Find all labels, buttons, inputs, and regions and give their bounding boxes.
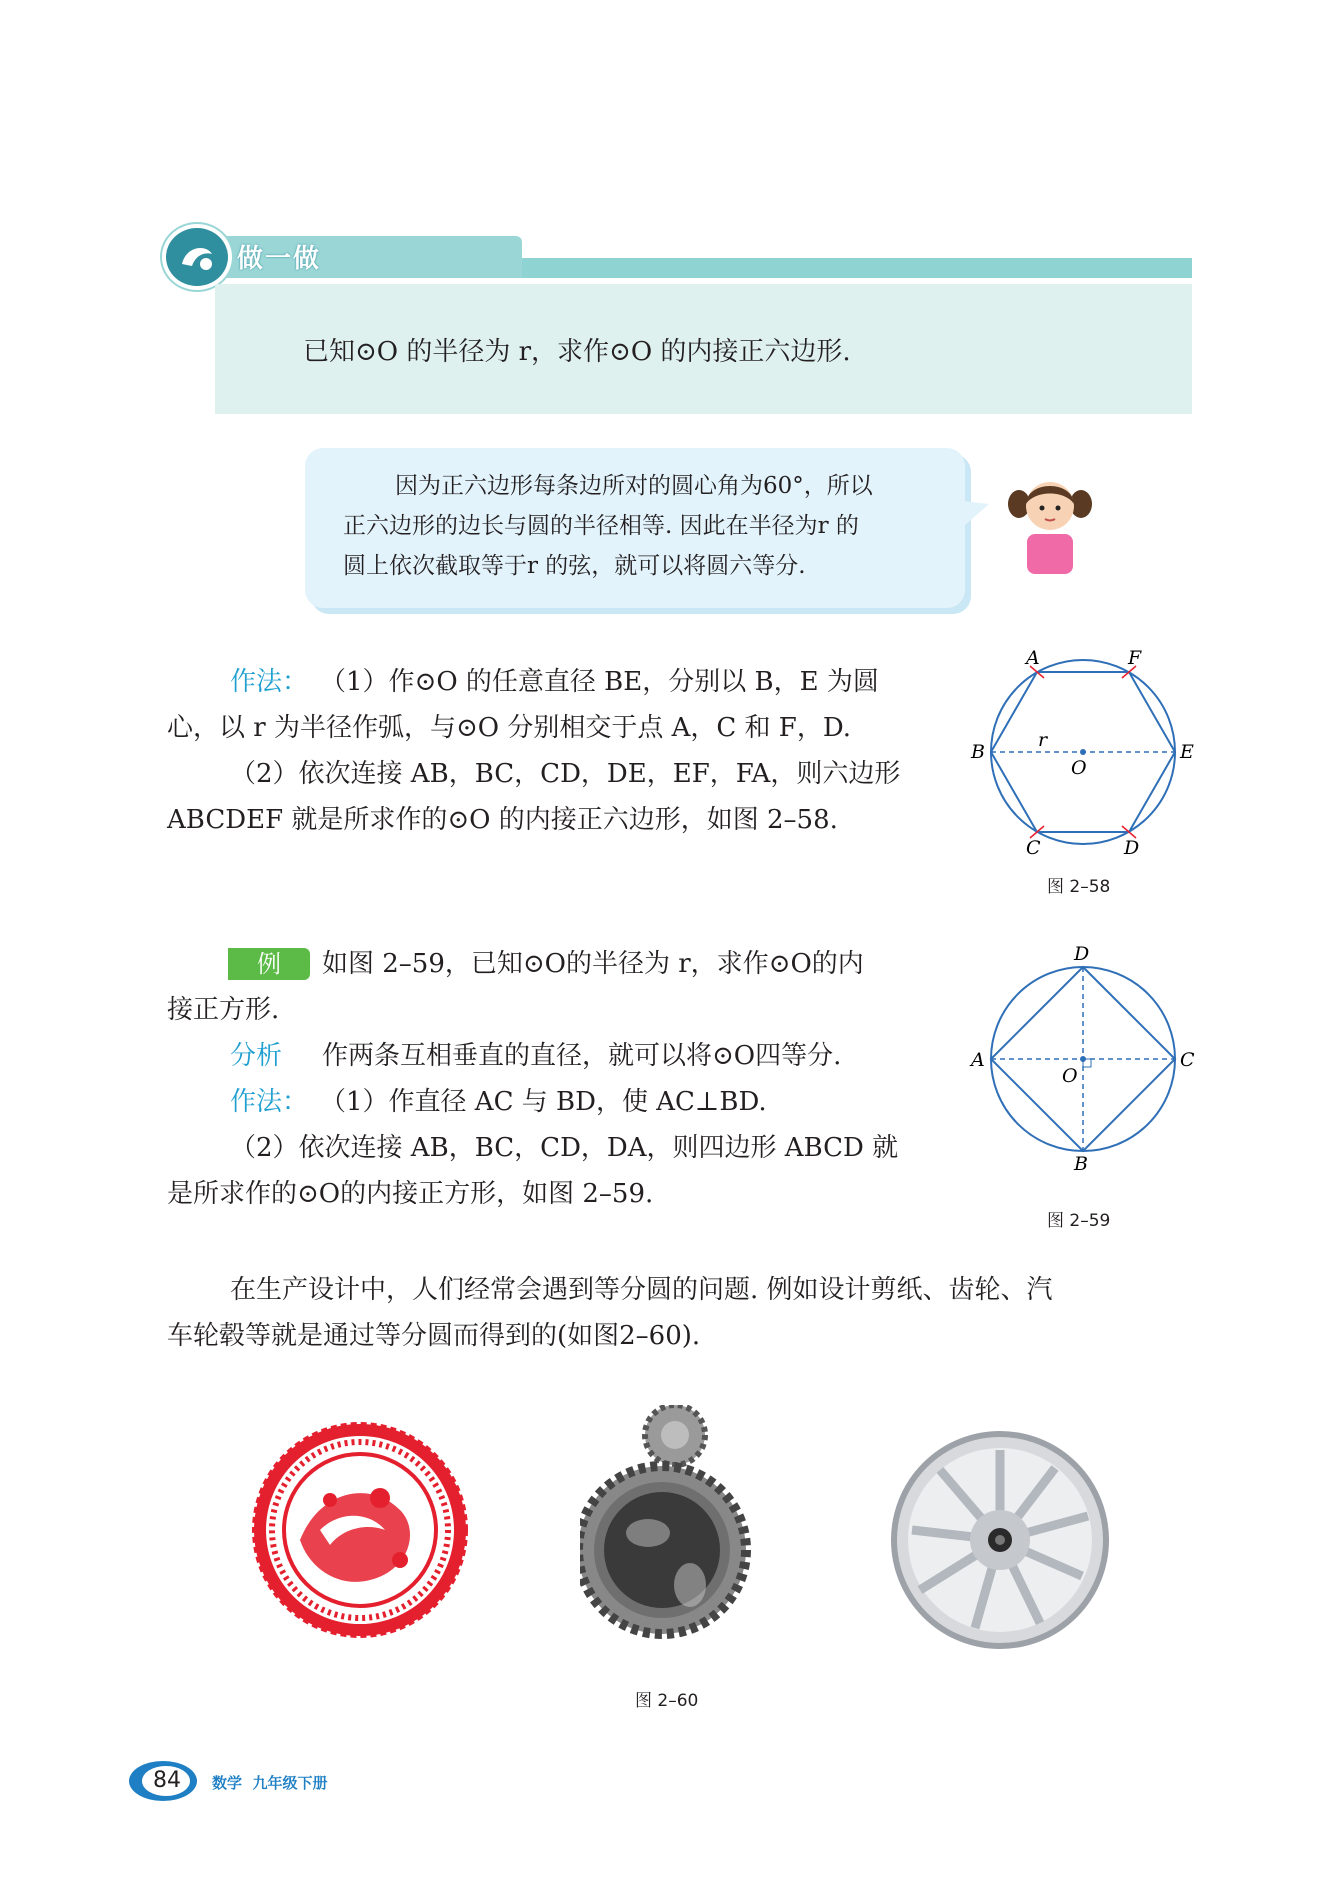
activity-icon — [162, 224, 232, 290]
fig59-label-D: D — [1074, 943, 1090, 965]
example-badge — [228, 948, 310, 980]
example-line-1: 如图 2–59，已知⊙O的半径为 r，求作⊙O的内 — [322, 949, 864, 979]
figure-2-59 — [968, 942, 1198, 1172]
example-line-2: 接正方形. — [167, 995, 280, 1025]
fig59-center-dot — [1080, 1056, 1086, 1062]
paragraph-line-1: 在生产设计中，人们经常会遇到等分圆的问题. 例如设计剪纸、齿轮、汽 — [230, 1275, 1053, 1305]
girl-icon — [1005, 466, 1095, 576]
activity-box — [215, 284, 1192, 414]
speech-bubble — [305, 448, 965, 608]
example-method-label: 作法： — [230, 1087, 309, 1117]
gear-image — [580, 1405, 760, 1655]
paragraph-line-2: 车轮毂等就是通过等分圆而得到的(如图2–60). — [167, 1321, 701, 1351]
fig58-center-dot — [1080, 749, 1086, 755]
bubble-line-2: 正六边形的边长与圆的半径相等. 因此在半径为r 的 — [343, 513, 859, 539]
page-number: 84 — [153, 1768, 181, 1793]
footer-book-title: 数学 九年级下册 — [212, 1774, 328, 1792]
bubble-line-3: 圆上依次截取等于r 的弦，就可以将圆六等分. — [343, 553, 806, 579]
example-badge-label: 例 — [257, 950, 281, 978]
fig58-label-r: r — [1038, 729, 1048, 751]
page-number-badge — [128, 1760, 198, 1802]
fig58-label-B: B — [971, 741, 985, 763]
example-step-2b: 是所求作的⊙O的内接正方形，如图 2–59. — [167, 1179, 654, 1209]
activity-text: 已知⊙O 的半径为 r，求作⊙O 的内接正六边形. — [303, 337, 851, 367]
fig58-label-A: A — [1026, 647, 1040, 669]
fig58-caption: 图 2–58 — [1047, 877, 1111, 897]
fig58-label-D: D — [1124, 837, 1140, 859]
fig60-caption: 图 2–60 — [635, 1691, 699, 1711]
papercut-image — [250, 1420, 470, 1640]
activity-header — [162, 222, 1192, 284]
analysis-label: 分析 — [230, 1041, 283, 1071]
bubble-line-1: 因为正六边形每条边所对的圆心角为60°，所以 — [395, 473, 873, 499]
method1-line-1: （1）作⊙O 的任意直径 BE，分别以 B，E 为圆 — [320, 667, 879, 697]
fig59-caption: 图 2–59 — [1047, 1211, 1111, 1231]
method1-line-2: 心，以 r 为半径作弧，与⊙O 分别相交于点 A，C 和 F，D. — [167, 713, 852, 743]
example-step-2: （2）依次连接 AB，BC，CD，DA，则四边形 ABCD 就 — [230, 1133, 899, 1163]
fig59-label-O: O — [1062, 1065, 1078, 1087]
analysis-text: 作两条互相垂直的直径，就可以将⊙O四等分. — [322, 1041, 842, 1071]
fig59-label-B: B — [1074, 1153, 1088, 1172]
fig58-label-F: F — [1128, 647, 1142, 669]
fig58-label-E: E — [1180, 741, 1194, 763]
fig58-label-C: C — [1026, 837, 1041, 859]
method1-line-3: （2）依次连接 AB，BC，CD，DE，EF，FA，则六边形 — [230, 759, 901, 789]
method1-label: 作法： — [230, 667, 309, 697]
figure-2-58 — [968, 642, 1198, 862]
activity-label: 做一做 — [237, 244, 322, 274]
bubble-tail — [955, 500, 995, 540]
fig59-label-A: A — [971, 1049, 985, 1071]
example-step-1: （1）作直径 AC 与 BD，使 AC⊥BD. — [320, 1087, 767, 1117]
method1-line-4: ABCDEF 就是所求作的⊙O 的内接正六边形，如图 2–58. — [167, 805, 838, 835]
wheel-hub-image — [890, 1430, 1110, 1650]
fig59-label-C: C — [1180, 1049, 1195, 1071]
fig58-label-O: O — [1071, 757, 1087, 779]
